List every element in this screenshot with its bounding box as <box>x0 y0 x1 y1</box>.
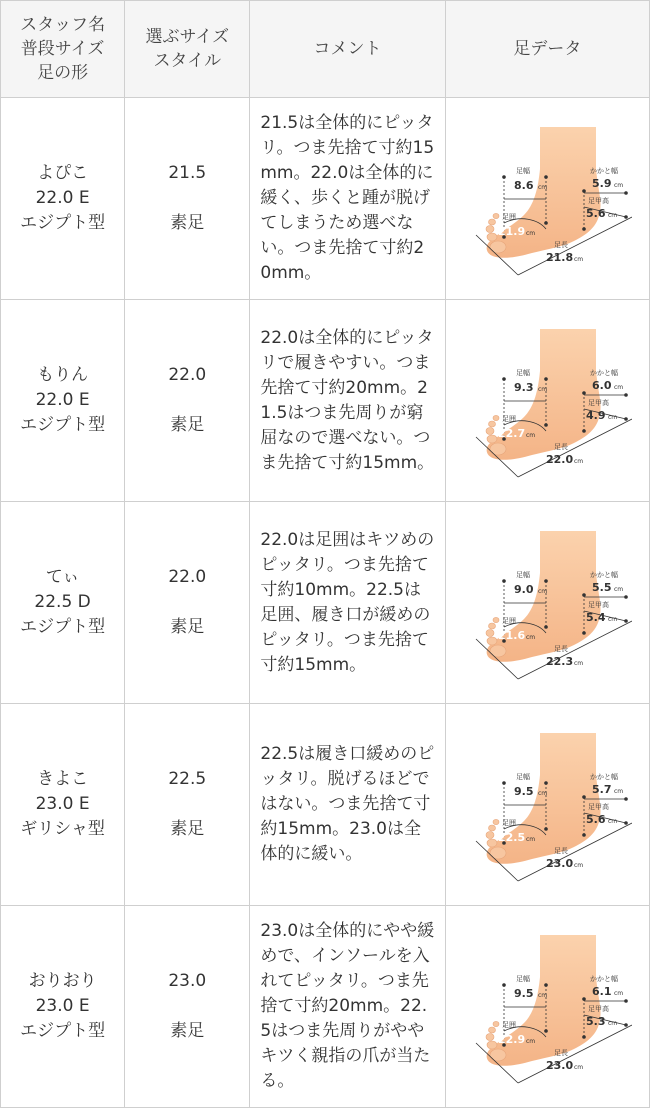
foot-shape: エジプト型 <box>20 1021 106 1041</box>
header-style: スタイル <box>153 51 222 71</box>
unit-girth: cm <box>526 229 536 237</box>
value-length: 21.8 <box>546 250 574 264</box>
unit-heel-width: cm <box>614 181 624 189</box>
staff-name: おりおり <box>28 971 97 991</box>
value-width: 9.3 <box>514 380 534 394</box>
label-length: 足長 <box>554 846 569 855</box>
label-instep: 足甲高 <box>588 802 610 811</box>
unit-instep: cm <box>608 1019 618 1027</box>
table-row <box>1 704 650 906</box>
usual-size: 22.5 D <box>34 592 91 612</box>
value-heel-width: 5.9 <box>592 176 612 190</box>
label-girth: 足囲 <box>502 212 517 221</box>
label-girth: 足囲 <box>502 818 517 827</box>
chosen-cell <box>125 98 250 300</box>
foot-shape: エジプト型 <box>20 415 106 435</box>
label-girth: 足囲 <box>502 616 517 625</box>
comment-text: 22.0は全体的にピッタリで履きやすい。つま先捨て寸約20mm。21.5はつま先周りが窮屈なので選べない。つま先捨て寸約15mm。 <box>250 300 445 502</box>
value-heel-width: 5.7 <box>592 782 612 796</box>
label-length: 足長 <box>554 1048 569 1057</box>
value-instep: 5.6 <box>586 206 606 220</box>
label-girth: 足囲 <box>502 1020 517 1029</box>
staff-name: てぃ <box>45 567 80 587</box>
label-heel-width: かかと幅 <box>590 570 619 579</box>
value-length: 23.0 <box>546 856 574 870</box>
unit-girth: cm <box>526 835 536 843</box>
staff-cell <box>1 98 125 300</box>
foot-data-cell <box>445 704 649 906</box>
label-heel-width: かかと幅 <box>590 166 619 175</box>
unit-length: cm <box>574 1063 584 1071</box>
usual-size: 23.0 E <box>35 794 90 814</box>
header-chosen-size: 選ぶサイズ <box>145 27 230 47</box>
staff-cell <box>1 300 125 502</box>
label-heel-width: かかと幅 <box>590 772 619 781</box>
table-row <box>1 300 650 502</box>
label-instep: 足甲高 <box>588 1004 610 1013</box>
chosen-cell <box>125 502 250 704</box>
staff-name: もりん <box>37 365 89 385</box>
header-staff-name: スタッフ名 <box>20 15 106 35</box>
unit-length: cm <box>574 457 584 465</box>
staff-name: よぴこ <box>37 163 89 183</box>
unit-girth: cm <box>526 633 536 641</box>
unit-instep: cm <box>608 413 618 421</box>
unit-width: cm <box>538 385 548 393</box>
chosen-size: 22.0 <box>168 365 207 385</box>
value-width: 9.0 <box>514 582 534 596</box>
unit-length: cm <box>574 255 584 263</box>
value-width: 9.5 <box>514 784 534 798</box>
comment-text: 22.0は足囲はキツめのピッタリ。つま先捨て寸約10mm。22.5は足囲、履き口が緩めのピッタリ。つま先捨て寸約15mm。 <box>250 502 445 704</box>
header-foot-shape: 足の形 <box>37 63 89 83</box>
label-instep: 足甲高 <box>588 196 610 205</box>
unit-girth: cm <box>526 431 536 439</box>
foot-data-cell <box>445 906 649 1108</box>
table-row <box>1 502 650 704</box>
comment-text: 23.0は全体的にやや緩めで、インソールを入れてピッタリ。つま先捨て寸約20mm。22.5はつま先周りがややキツく親指の爪が当たる。 <box>250 906 445 1108</box>
header-chosen <box>125 1 250 98</box>
value-girth: 22.5 <box>498 830 526 844</box>
staff-cell <box>1 502 125 704</box>
foot-diagram <box>462 725 632 885</box>
unit-width: cm <box>538 183 548 191</box>
value-width: 8.6 <box>514 178 534 192</box>
unit-width: cm <box>538 991 548 999</box>
unit-instep: cm <box>608 211 618 219</box>
chosen-size: 22.5 <box>168 769 207 789</box>
chosen-cell <box>125 300 250 502</box>
foot-data-cell <box>445 300 649 502</box>
chosen-size: 22.0 <box>168 567 207 587</box>
value-girth: 22.7 <box>498 426 526 440</box>
header-usual-size: 普段サイズ <box>20 39 105 59</box>
value-length: 23.0 <box>546 1058 574 1072</box>
unit-instep: cm <box>608 817 618 825</box>
table-row <box>1 98 650 300</box>
foot-shape: エジプト型 <box>20 617 106 637</box>
label-instep: 足甲高 <box>588 600 610 609</box>
unit-length: cm <box>574 861 584 869</box>
label-length: 足長 <box>554 442 569 451</box>
header-comment: コメント <box>250 1 445 98</box>
header-row <box>1 1 650 98</box>
label-width: 足幅 <box>516 772 531 781</box>
unit-heel-width: cm <box>614 383 624 391</box>
wear-style: 素足 <box>170 213 205 233</box>
unit-width: cm <box>538 587 548 595</box>
value-heel-width: 6.1 <box>592 984 612 998</box>
wear-style: 素足 <box>170 617 205 637</box>
table-row <box>1 906 650 1108</box>
foot-data-cell <box>445 502 649 704</box>
staff-name: きよこ <box>37 769 89 789</box>
value-length: 22.0 <box>546 452 574 466</box>
value-length: 22.3 <box>546 654 574 668</box>
foot-shape: エジプト型 <box>20 213 106 233</box>
foot-diagram <box>462 119 632 279</box>
wear-style: 素足 <box>170 415 205 435</box>
label-heel-width: かかと幅 <box>590 368 619 377</box>
label-width: 足幅 <box>516 166 531 175</box>
unit-width: cm <box>538 789 548 797</box>
unit-length: cm <box>574 659 584 667</box>
foot-diagram <box>462 927 632 1087</box>
chosen-size: 23.0 <box>168 971 207 991</box>
label-girth: 足囲 <box>502 414 517 423</box>
value-girth: 22.9 <box>498 1032 526 1046</box>
unit-instep: cm <box>608 615 618 623</box>
value-width: 9.5 <box>514 986 534 1000</box>
value-girth: 21.6 <box>498 628 526 642</box>
comment-text: 21.5は全体的にピッタリ。つま先捨て寸約15mm。22.0は全体的に緩く、歩くと踵が脱げてしまうため選べない。つま先捨て寸約20mm。 <box>250 98 445 300</box>
label-width: 足幅 <box>516 570 531 579</box>
label-length: 足長 <box>554 240 569 249</box>
wear-style: 素足 <box>170 819 205 839</box>
header-foot-data: 足データ <box>445 1 649 98</box>
label-length: 足長 <box>554 644 569 653</box>
wear-style: 素足 <box>170 1021 205 1041</box>
chosen-cell <box>125 906 250 1108</box>
label-width: 足幅 <box>516 368 531 377</box>
value-instep: 5.4 <box>586 610 606 624</box>
value-instep: 5.6 <box>586 812 606 826</box>
value-heel-width: 6.0 <box>592 378 612 392</box>
value-heel-width: 5.5 <box>592 580 612 594</box>
foot-diagram <box>462 523 632 683</box>
usual-size: 22.0 E <box>35 188 90 208</box>
unit-girth: cm <box>526 1037 536 1045</box>
header-staff <box>1 1 125 98</box>
unit-heel-width: cm <box>614 585 624 593</box>
foot-shape: ギリシャ型 <box>20 819 105 839</box>
usual-size: 23.0 E <box>35 996 90 1016</box>
comment-text: 22.5は履き口緩めのピッタリ。脱げるほどではない。つま先捨て寸約15mm。23.0は全体的に緩い。 <box>250 704 445 906</box>
chosen-size: 21.5 <box>168 163 207 183</box>
chosen-cell <box>125 704 250 906</box>
label-width: 足幅 <box>516 974 531 983</box>
unit-heel-width: cm <box>614 787 624 795</box>
foot-data-cell <box>445 98 649 300</box>
value-girth: 21.9 <box>498 224 526 238</box>
label-instep: 足甲高 <box>588 398 610 407</box>
value-instep: 5.3 <box>586 1014 606 1028</box>
staff-cell <box>1 906 125 1108</box>
staff-cell <box>1 704 125 906</box>
value-instep: 4.9 <box>586 408 606 422</box>
unit-heel-width: cm <box>614 989 624 997</box>
label-heel-width: かかと幅 <box>590 974 619 983</box>
foot-diagram <box>462 321 632 481</box>
usual-size: 22.0 E <box>35 390 90 410</box>
